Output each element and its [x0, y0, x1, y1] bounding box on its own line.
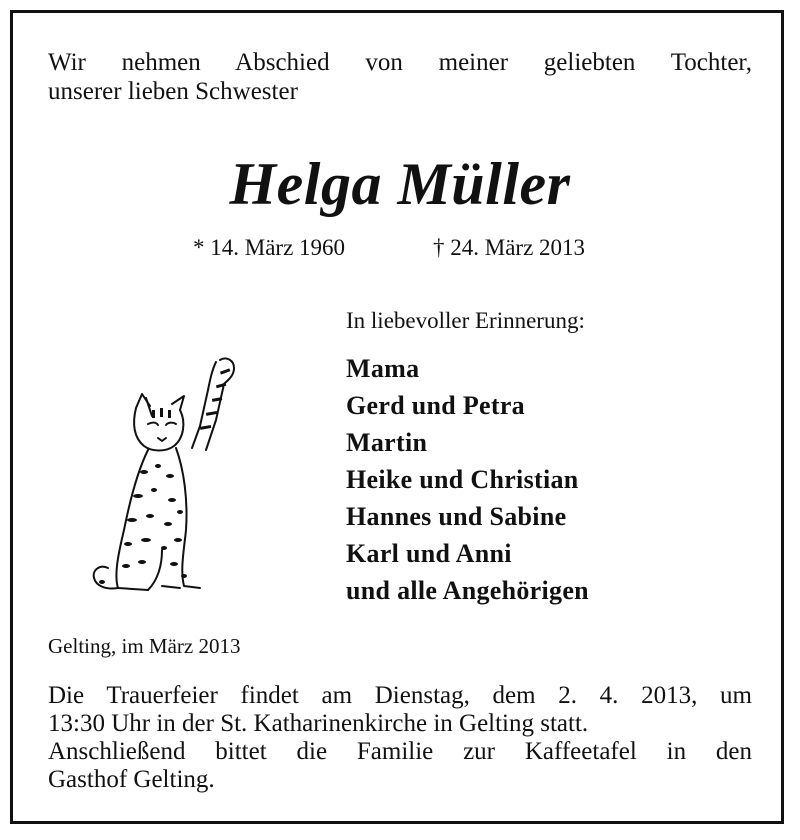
mourner-item: Karl und Anni [346, 539, 512, 568]
service-line-4: Gasthof Gelting. [48, 766, 215, 793]
mourner-item: Mama [346, 354, 420, 383]
service-line-3: Anschließend bittet die Familie zur Kaffeetafel in den [48, 738, 752, 765]
mourner-item: und alle Angehörigen [346, 576, 589, 605]
death-date: † 24. März 2013 [433, 235, 586, 260]
mourner-item: Martin [346, 428, 428, 457]
mourner-item: Gerd und Petra [346, 391, 525, 420]
intro-text [48, 48, 752, 106]
funeral-service-text [48, 682, 752, 794]
cat-illustration [88, 350, 248, 595]
intro-line-2: unserer lieben Schwester [48, 78, 298, 105]
mourners-list [346, 350, 589, 609]
place-date: Gelting, im März 2013 [48, 634, 241, 658]
mourner-item: Heike und Christian [346, 465, 579, 494]
service-line-2: 13:30 Uhr in der St. Katharinenkirche in Gelting statt. [48, 710, 589, 737]
birth-date: * 14. März 1960 [193, 235, 346, 260]
deceased-name: Helga Müller [229, 151, 571, 217]
mourner-item: Hannes und Sabine [346, 502, 567, 531]
intro-line-1: Wir nehmen Abschied von meiner geliebten Tochter, [48, 49, 752, 76]
memory-heading: In liebevoller Erinnerung: [346, 308, 585, 333]
service-line-1: Die Trauerfeier findet am Dienstag, dem 2. 4. 2013, um [48, 682, 752, 709]
